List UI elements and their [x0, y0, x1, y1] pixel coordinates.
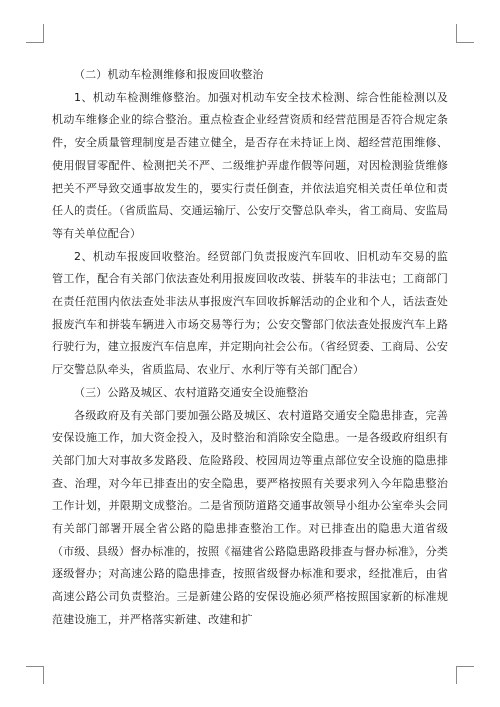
crop-mark-bottom-left-h — [26, 666, 44, 667]
crop-mark-top-left-v — [43, 24, 44, 42]
crop-mark-bottom-right-v — [456, 666, 457, 684]
crop-mark-bottom-left-v — [43, 666, 44, 684]
document-body — [52, 64, 448, 632]
crop-mark-top-right-h — [456, 42, 474, 43]
crop-mark-top-left-h — [26, 42, 44, 43]
section-heading-3: （三）公路及城区、农村道路交通安全设施整治 — [74, 385, 309, 399]
section-heading-2: （二）机动车检测维修和报废回收整治 — [74, 68, 264, 81]
crop-mark-bottom-right-h — [456, 666, 474, 667]
paragraph-vehicle-inspection: 1、机动车检测维修整治。加强对机动车安全技术检测、综合性能检测以及机动车维修企业的综合整治。重点检查企业经营资质和经营范围是否符合规定条件，安全质量管理制度是否建立健全，是否存在未持证上岗、超经营范围维修、使用假冒零配件、检测把关不严、二级维护弄虚作假等问题，对因检测验货维修把关不严导致交通事故发生的，要实行责任倒查，并依法追究相关责任单位和责任人的责任。（省质监局、交通运输厅、公安厅交警总队牵头，省工商局、安监局等有关单位配合） — [52, 90, 448, 240]
paragraph-vehicle-scrapping: 2、机动车报废回收整治。经贸部门负责报废汽车回收、旧机动车交易的监管工作，配合有关部门依法查处利用报废回收改装、拼装车的非法屯；工商部门在责任范围内依法查处非法从事报废汽车回收拆解活动的企业和个人，话法查处报废汽车和拼装车辆进入市场交易等行为；公安交警部门依法查处报废汽车上路行驶行为，建立报废汽车信息库，并定期向社会公布。（省经贸委、工商局、公安厅交警总队牵头，省质监局、农业厅、水利厅等有关部门配合） — [52, 249, 448, 377]
paragraph-road-safety-facilities: 各级政府及有关部门要加强公路及城区、农村道路交通安全隐患排查，完善安保设施工作，加大资金投入，及时整治和消除安全隐患。一是各级政府组织有关部门加大对事故多发路段、危险路段、校园周边等重点部位安全设施的隐患排查、治理，对今年已排查出的安全隐患，要严格按照有关要求列入今年隐患整治工作计划，并限期文成整治。二是省预防道路交通事故领导小组办公室牵头会同有关部门部署开展全省公路的隐患排查整治工作。对已排查出的隐患大道省级（市级、县级）督办标准的，按照《福建省公路隐患路段排查与督办标准》，分类逐级督办；对高速公路的隐患排查，按照省级督办标准和要求，经批准后，由省高速公路公司负责整治。三是新建公路的安保设施必须严格按照国家新的标准规范建设施工，并严格落实新建、改建和扩 — [52, 408, 448, 626]
crop-mark-top-right-v — [456, 24, 457, 42]
